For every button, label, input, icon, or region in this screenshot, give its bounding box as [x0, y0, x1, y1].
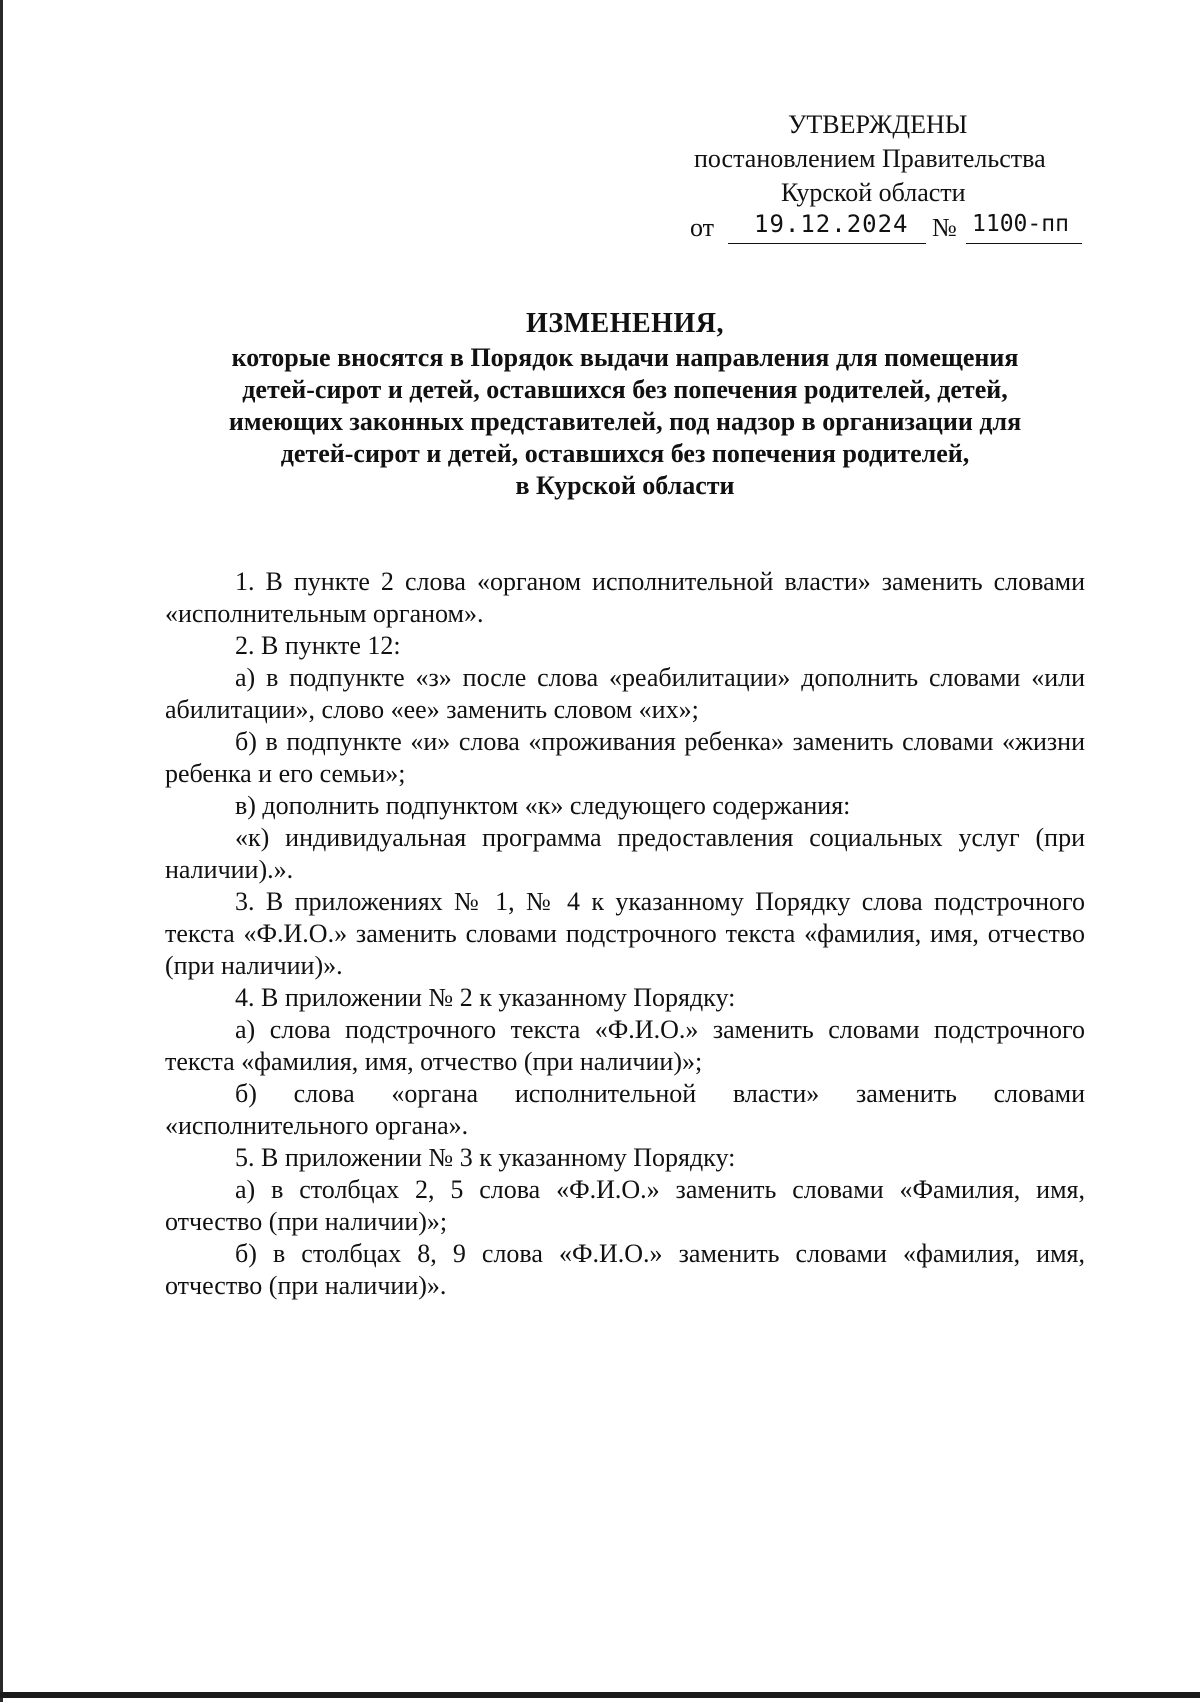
approval-region: Курской области [781, 178, 966, 207]
paragraph: б) в столбцах 8, 9 слова «Ф.И.О.» заменить словами «фамилия, имя, отчество (при наличии)». [165, 1239, 1085, 1300]
paragraph: «к) индивидуальная программа предоставления социальных услуг (при наличии).». [165, 823, 1085, 884]
paragraph: 5. В приложении № 3 к указанному Порядку: [235, 1143, 736, 1172]
scan-bottom-edge [0, 1692, 1200, 1698]
approval-title: УТВЕРЖДЕНЫ [788, 110, 968, 139]
paragraph: б) в подпункте «и» слова «проживания ребенка» заменить словами «жизни ребенка и его семьи»; [165, 727, 1085, 788]
approval-block [640, 108, 1080, 245]
document-heading [160, 306, 1090, 502]
approval-date-line [640, 211, 1080, 245]
date-prefix: от [690, 213, 715, 242]
paragraph: 4. В приложении № 2 к указанному Порядку: [235, 983, 736, 1012]
approval-number: 1100-пп [972, 211, 1069, 237]
heading-subtitle-line: имеющих законных представителей, под надзор в организации для [228, 407, 1022, 436]
paragraph: 3. В приложениях № 1, № 4 к указанному Порядку слова подстрочного текста «Ф.И.О.» заменить словами подстрочного текста «фамилия, имя, отчество (при наличии)». [165, 887, 1085, 980]
paragraph: б) слова «органа исполнительной власти» заменить словами «исполнительного органа». [165, 1079, 1085, 1140]
paragraph: а) в подпункте «з» после слова «реабилитации» дополнить словами «или абилитации», слово «ее» заменить словом «их»; [165, 663, 1085, 724]
scan-left-edge [0, 0, 3, 1702]
paragraph: а) в столбцах 2, 5 слова «Ф.И.О.» заменить словами «Фамилия, имя, отчество (при наличии)»; [165, 1175, 1085, 1236]
paragraph: 2. В пункте 12: [235, 631, 401, 660]
heading-title: ИЗМЕНЕНИЯ, [526, 308, 724, 339]
number-field [966, 211, 1082, 244]
paragraph: 1. В пункте 2 слова «органом исполнительной власти» заменить словами «исполнительным органом». [165, 567, 1085, 628]
heading-subtitle-line: в Курской области [515, 471, 735, 500]
paragraph: а) слова подстрочного текста «Ф.И.О.» заменить словами подстрочного текста «фамилия, имя, отчество (при наличии)»; [165, 1015, 1085, 1076]
date-field [728, 211, 926, 244]
approval-by: постановлением Правительства [694, 144, 1046, 173]
heading-subtitle-line: детей-сирот и детей, оставшихся без попечения родителей, детей, [242, 375, 1008, 404]
heading-subtitle-line: детей-сирот и детей, оставшихся без попечения родителей, [280, 439, 970, 468]
approval-date: 19.12.2024 [754, 210, 909, 238]
document-body [165, 566, 1085, 1302]
heading-subtitle-line: которые вносятся в Порядок выдачи направления для помещения [231, 343, 1019, 372]
number-sign: № [932, 213, 957, 242]
paragraph: в) дополнить подпунктом «к» следующего содержания: [235, 791, 851, 820]
